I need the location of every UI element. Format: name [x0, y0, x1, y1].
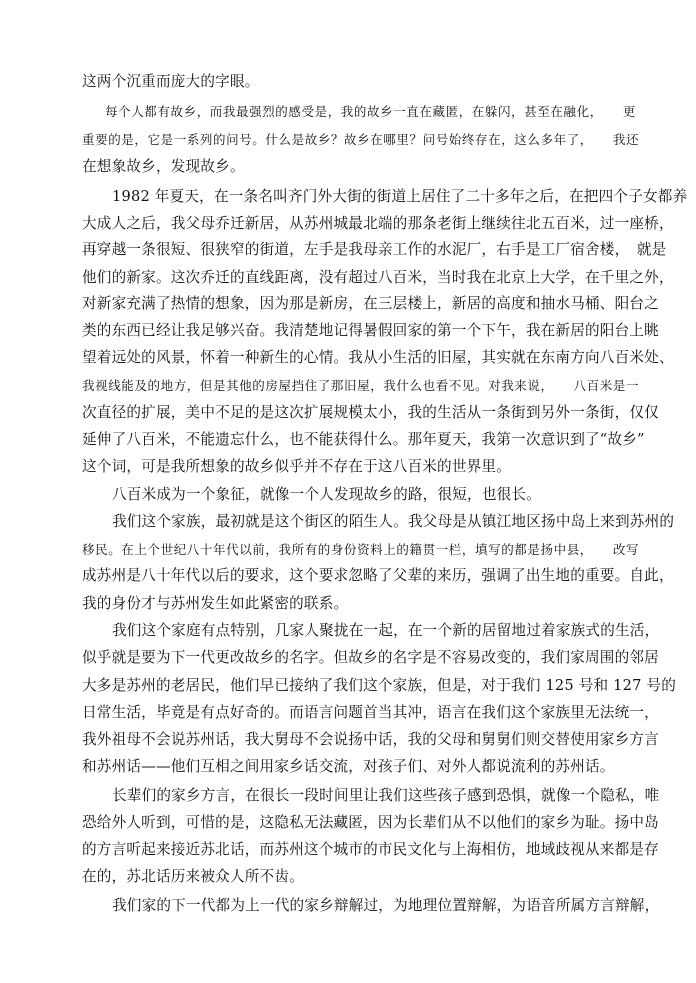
text-line: 延伸了八百米，不能遗忘什么，也不能获得什么。那年夏天，我第一次意识到了“故乡” [82, 431, 645, 448]
text-line: 日常生活，毕竟是有点好奇的。而语言问题首当其冲，语言在我们这个家族里无法统一， [82, 704, 659, 721]
text-line: 在想象故乡，发现故乡。 [82, 158, 245, 175]
text-line: 和苏州话——他们互相之间用家乡话交流，对孩子们、对外人都说流利的苏州话。 [82, 758, 615, 775]
text-line: 八百米成为一个象征，就像一个人发现故乡的路，很短，也很长。 [112, 486, 542, 503]
text-line: 大多是苏州的老居民，他们早已接纳了我们这个家族，但是，对于我们 125 号和 127 号的 [82, 677, 677, 694]
text-line: 我的身份才与苏州发生如此紧密的联系。 [82, 595, 349, 612]
text-line: 我们家的下一代都为上一代的家乡辩解过，为地理位置辩解，为语音所属方言辩解， [112, 897, 660, 914]
text-line: 似乎就是要为下一代更改故乡的名字。但故乡的名字是不容易改变的，我们家周围的邻居 [82, 649, 659, 666]
text-line: 恐给外人听到，可惜的是，这隐私无法藏匿，因为长辈们从不以他们的家乡为耻。扬中岛 [82, 814, 659, 831]
text-line: 每个人都有故乡，而我最强烈的感受是，我的故乡一直在藏匿，在躲闪，甚至在融化， 更 [105, 104, 636, 119]
text-line: 成苏州是八十年代以后的要求，这个要求忽略了父辈的来历，强调了出生地的重要。自此， [82, 567, 674, 584]
text-line: 这两个沉重而庞大的字眼。 [82, 73, 260, 90]
text-line: 再穿越一条很短、很狭窄的街道，左手是我母亲工作的水泥厂，右手是工厂宿舍楼， 就是 [82, 241, 667, 258]
text-line: 我外祖母不会说苏州话，我大舅母不会说扬中话，我的父母和舅舅们则交替使用家乡方言 [82, 731, 659, 748]
text-line: 我们这个家族，最初就是这个街区的陌生人。我父母是从镇江地区扬中岛上来到苏州的 [112, 513, 675, 530]
text-line: 对新家充满了热情的想象，因为那是新房，在三层楼上，新居的高度和抽水马桶、阳台之 [82, 295, 659, 312]
text-line: 移民。在上个世纪八十年代以前，我所有的身份资料上的籍贯一栏，填写的都是扬中县， 改写 [82, 542, 640, 557]
text-line: 重要的是，它是一系列的问号。什么是故乡？故乡在哪里？问号始终存在，这么多年了， 我还 [82, 132, 640, 147]
text-line: 次直径的扩展，美中不足的是这次扩展规模太小，我的生活从一条街到另外一条街，仅仅 [82, 404, 659, 421]
text-line: 的方言听起来接近苏北话，而苏州这个城市的市民文化与上海相仿，地域歧视从来都是存 [82, 841, 659, 858]
text-line: 我视线能及的地方，但是其他的房屋挡住了那旧屋，我什么也看不见。对我来说， 八百米是一 [82, 378, 640, 393]
text-line: 1982 年夏天，在一条名叫齐门外大街的街道上居住了二十多年之后，在把四个子女都养 [112, 188, 688, 205]
text-line: 类的东西已经让我足够兴奋。我清楚地记得暑假回家的第一个下午，我在新居的阳台上眺 [82, 322, 659, 339]
text-line: 在的，苏北话历来被众人所不齿。 [82, 868, 304, 885]
text-line: 我们这个家庭有点特别，几家人聚拢在一起，在一个新的居留地过着家族式的生活， [112, 622, 660, 639]
text-line: 他们的新家。这次乔迁的直线距离，没有超过八百米，当时我在北京上大学，在千里之外， [82, 269, 674, 286]
text-line: 望着远处的风景，怀着一种新生的心情。我从小生活的旧屋，其实就在东南方向八百米处、 [82, 349, 674, 366]
text-line: 这个词，可是我所想象的故乡似乎并不存在于这八百米的世界里。 [82, 458, 512, 475]
text-line: 长辈们的家乡方言，在很长一段时间里让我们这些孩子感到恐惧，就像一个隐私，唯 [112, 787, 660, 804]
text-line: 大成人之后，我父母乔迁新居，从苏州城最北端的那条老街上继续往北五百米，过一座桥， [82, 215, 674, 232]
